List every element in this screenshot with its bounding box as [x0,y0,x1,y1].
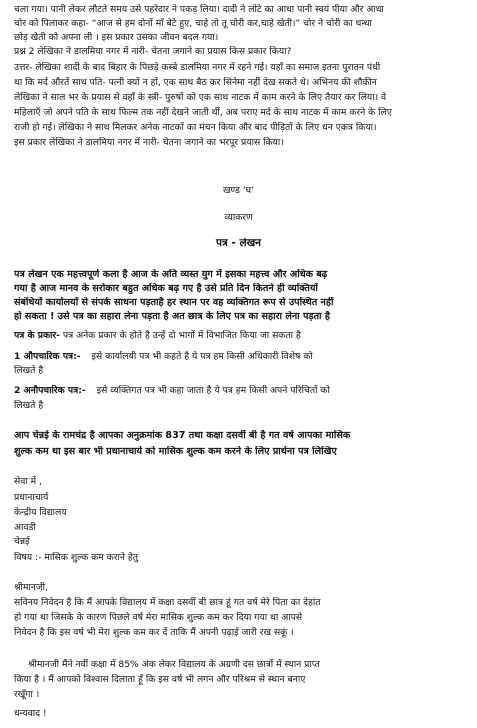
body1-line-1: सविनय निवेदन है कि मैं आपके विद्यालय में कक्षा दसवीं बी छात्र हूं गत वर्ष मेरे पिता का देहांत [14,597,321,608]
prompt-line-1: आप चेन्नई के रामचंद्र है आपका अनुक्रमांक 837 तथा कक्षा दसवीं बी है गत वर्ष आपका मासिक [14,430,351,441]
body1-line-3: निवेदन है कि इस वर्ष भी मेरा शुल्क कम कर दें ताकि मैं अपनी पढ़ाई जारी रख सकूं । [14,627,294,638]
answer2-line-4: महिलाएँ जो अपने पति के साथ फिल्म तक नहीं देखने जाती थीं, अब पराए मर्द के साथ नाटक में काम करने के लिए [14,107,392,118]
informal-letter-cont: लिखते है [14,400,44,411]
answer2-line-1: उत्तर- लेखिका शादी के बाद बिहार के पिछड़े कस्बे डालमिया नगर में रहने गई। यहाँ का समाज इतना पुरातन पंथी [14,62,381,73]
question-2: प्रश्न 2 लेखिका ने डालमिया नगर में नारी- चेतना जगाने का प्रयास किस प्रकार किया? [14,46,292,57]
formal-letter-cont: लिखते है [14,365,44,376]
answer2-line-5: राजी हो गई। लेखिका ने साथ मिलकर अनेक नाटकों का मंचन किया और बाद पीड़ितों के लिए धन एकत्र किया। [14,122,377,133]
intro-line-2: गया है आज मानव के सरोकार बहुत अधिक बढ़ गए है उसे प्रति दिन कितने ही व्यक्तियों [14,283,318,294]
letter-types-line [14,330,466,341]
letter-types-text: पत्र अनेक प्रकार के होते है उन्हें दो भागों में विभाजित किया जा सकता है [62,330,301,341]
body2-line-3: रखूँगा । [14,689,40,700]
address-line-4: आवडी [14,522,36,533]
body2-line-2: किया है । मैं आपको विश्वास दिलाता हूँ कि इस वर्ष भी लगन और परिश्रम से स्थान बनाए [14,674,306,685]
section-title: खण्ड ‘घ’ [223,185,254,196]
letter-subject: विषय :- मासिक शुल्क कम कराने हेतु [14,552,138,563]
intro-line-3: संबंधियों कार्यालयों से संपर्क साधना पड़ताहै हर स्थान पर वह व्यक्तिगत रूप से उपस्थित नहीं [14,297,334,308]
prompt-line-2: शुल्क कम था इस बार भी प्रधानाचार्य को मासिक शुल्क कम करने के लिए प्रार्थना पत्र लिखिए [14,446,337,457]
formal-letter-text: इसे कार्यालयी पत्र भी कहते है ये पत्र हम किसी अधिकारी विशेष को [91,351,313,362]
address-line-2: प्रधानाचार्य [14,492,49,503]
formal-letter-line [14,351,466,362]
intro-line-4: हो सकता ! उसे पत्र का सहारा लेना पड़ता है अत छात्र के लिए पत्र का सहारा लेना पड़ता है [14,311,330,322]
answer2-line-2: था कि मर्द औरतें साथ पति- पत्नी क्यों न हों, एक साथ बैठ कर सिनेमा नहीं देख सकते थे। अभिनय की शौकीन [14,77,377,88]
body2-line-1: श्रीमानजी मैंने नवीं कक्षा में 85% अंक लेकर विद्यालय के अग्रणी दस छात्रों में स्थान प्राप्त [28,659,320,670]
closing: धन्यवाद ! [14,708,47,719]
salutation: श्रीमानजी, [14,582,48,593]
answer2-line-6: इस प्रकार लेखिका ने डालमिया नगर में नारी- चेतना जगाने का भरपूर प्रयास किया। [14,137,284,148]
letter-types-heading: पत्र के प्रकार- [14,330,60,341]
body1-line-2: हो गया था जिसके के कारण पिछले वर्ष मेरा मासिक शुल्क कम कर दिया गया था आपसे [14,612,303,623]
informal-letter-label: 2 अनौपचारिक पत्र:- [14,385,86,396]
informal-letter-line [14,385,466,396]
address-line-3: केन्द्रीय विद्यालय [14,507,67,518]
section-subtitle: व्याकरण [224,212,253,223]
answer1-line-1: चला गया। पानी लेकर लौटते समय उसे पहरेदार ने पकड़ लिया। दादी ने लोटे का आधा पानी स्वयं पीया और आधा [14,4,384,15]
address-line-5: चेन्नई [14,536,30,547]
address-line-1: सेवा में , [14,476,42,487]
informal-letter-text: इसे व्यक्तिगत पत्र भी कहा जाता है ये पत्र हम किसी अपने परिचितों को [96,385,330,396]
intro-line-1: पत्र लेखन एक महत्त्वपूर्ण कला है आज के अति व्यस्त युग में इसका महत्त्व और अधिक बढ़ [14,269,328,280]
answer1-line-3: छोड़ खेती को अपना ली । इस प्रकार उसका जीवन बदल गया। [14,32,219,43]
answer1-line-2: चोर को पिलाकर कहा- “आज से हम दोनों माँ बेटे हुए, चाहे तो तू चोरी कर,चाहे खेती।” चोर ने चोरी का धन्धा [14,18,372,29]
answer2-line-3: लेखिका ने साल भर के प्रयास से वहाँ के स्त्री- पुरुषों को एक साथ नाटक में काम करने के लिए तैयार कर लिया। वे [14,92,387,103]
letter-writing-title: पत्र - लेखन [216,238,261,249]
formal-letter-label: 1 औपचारिक पत्र:- [14,351,81,362]
